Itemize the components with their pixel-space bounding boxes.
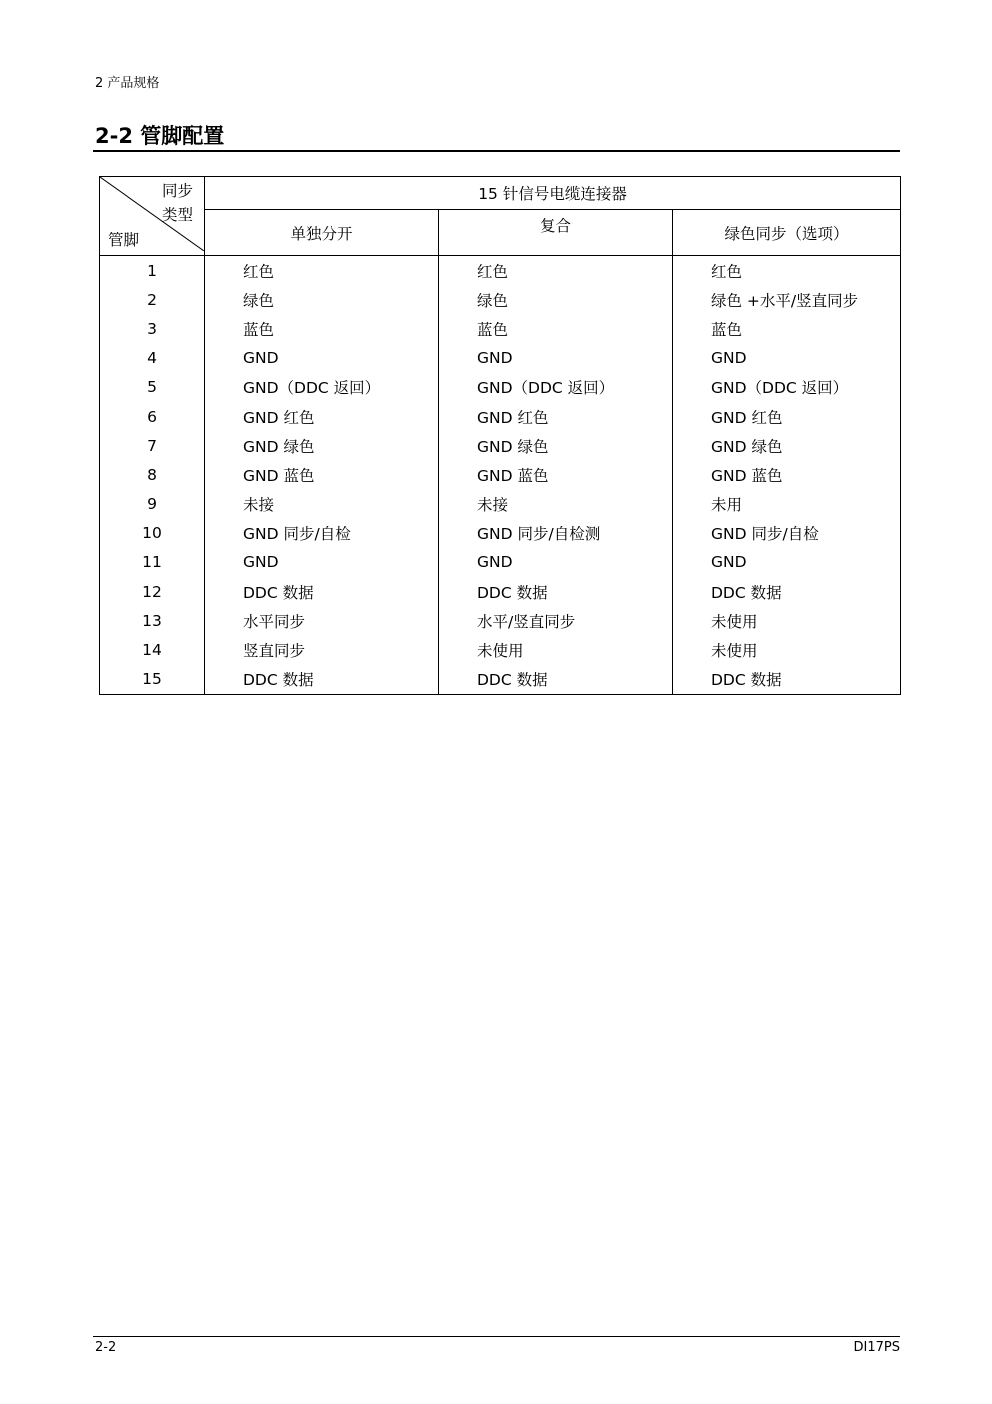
model-name: DI17PS bbox=[853, 1340, 900, 1355]
col-header-separate: 单独分开 bbox=[205, 210, 439, 256]
pin-number: 1 bbox=[100, 256, 205, 286]
cell-composite: GND bbox=[439, 548, 673, 577]
cell-sync-on-green: GND 同步/自检 bbox=[673, 519, 901, 548]
corner-sync-label: 同步 bbox=[162, 182, 194, 200]
table-row bbox=[100, 373, 901, 402]
cell-sync-on-green: 未使用 bbox=[673, 606, 901, 635]
cell-sync-on-green: GND 蓝色 bbox=[673, 460, 901, 489]
pin-table bbox=[99, 176, 901, 695]
corner-pin-label: 管脚 bbox=[108, 231, 140, 249]
pin-number: 4 bbox=[100, 344, 205, 373]
pin-number: 14 bbox=[100, 635, 205, 664]
cell-composite: 未接 bbox=[439, 490, 673, 519]
cell-composite: 未使用 bbox=[439, 635, 673, 664]
title-divider bbox=[93, 150, 900, 152]
cell-sync-on-green: 蓝色 bbox=[673, 314, 901, 343]
cell-separate: 绿色 bbox=[205, 285, 439, 314]
cell-sync-on-green: GND（DDC 返回） bbox=[673, 373, 901, 402]
table-row bbox=[100, 490, 901, 519]
cell-composite: GND 同步/自检测 bbox=[439, 519, 673, 548]
cell-composite: 绿色 bbox=[439, 285, 673, 314]
cell-separate: GND 绿色 bbox=[205, 431, 439, 460]
cell-sync-on-green: GND 绿色 bbox=[673, 431, 901, 460]
cell-separate: 蓝色 bbox=[205, 314, 439, 343]
pin-number: 15 bbox=[100, 665, 205, 695]
cell-separate: GND（DDC 返回） bbox=[205, 373, 439, 402]
pin-number: 8 bbox=[100, 460, 205, 489]
col-header-sync-on-green: 绿色同步（选项） bbox=[673, 210, 901, 256]
cell-separate: 水平同步 bbox=[205, 606, 439, 635]
cell-composite: DDC 数据 bbox=[439, 665, 673, 695]
table-row bbox=[100, 577, 901, 606]
cell-composite: DDC 数据 bbox=[439, 577, 673, 606]
cell-separate: GND 蓝色 bbox=[205, 460, 439, 489]
cell-sync-on-green: DDC 数据 bbox=[673, 665, 901, 695]
table-row bbox=[100, 256, 901, 286]
pin-number: 7 bbox=[100, 431, 205, 460]
table-row bbox=[100, 548, 901, 577]
cell-composite: GND 绿色 bbox=[439, 431, 673, 460]
pin-number: 13 bbox=[100, 606, 205, 635]
connector-title: 15 针信号电缆连接器 bbox=[205, 177, 901, 210]
cell-separate: 竖直同步 bbox=[205, 635, 439, 664]
cell-composite: GND bbox=[439, 344, 673, 373]
table-row bbox=[100, 344, 901, 373]
table-row bbox=[100, 285, 901, 314]
table-row bbox=[100, 519, 901, 548]
cell-composite: GND 红色 bbox=[439, 402, 673, 431]
page-number: 2-2 bbox=[95, 1340, 117, 1355]
cell-composite: 水平/竖直同步 bbox=[439, 606, 673, 635]
cell-separate: 未接 bbox=[205, 490, 439, 519]
cell-sync-on-green: 红色 bbox=[673, 256, 901, 286]
cell-sync-on-green: GND bbox=[673, 548, 901, 577]
cell-composite: 红色 bbox=[439, 256, 673, 286]
table-row bbox=[100, 402, 901, 431]
table-row bbox=[100, 665, 901, 695]
corner-header bbox=[100, 177, 205, 256]
cell-sync-on-green: 绿色 +水平/竖直同步 bbox=[673, 285, 901, 314]
pin-number: 9 bbox=[100, 490, 205, 519]
cell-sync-on-green: DDC 数据 bbox=[673, 577, 901, 606]
pin-number: 6 bbox=[100, 402, 205, 431]
cell-composite: 蓝色 bbox=[439, 314, 673, 343]
cell-separate: 红色 bbox=[205, 256, 439, 286]
pin-number: 11 bbox=[100, 548, 205, 577]
cell-separate: GND 同步/自检 bbox=[205, 519, 439, 548]
cell-sync-on-green: GND bbox=[673, 344, 901, 373]
table-row bbox=[100, 431, 901, 460]
table-row bbox=[100, 460, 901, 489]
cell-separate: DDC 数据 bbox=[205, 577, 439, 606]
cell-sync-on-green: 未使用 bbox=[673, 635, 901, 664]
table-row bbox=[100, 606, 901, 635]
cell-separate: GND bbox=[205, 344, 439, 373]
corner-type-label: 类型 bbox=[162, 206, 194, 224]
cell-separate: DDC 数据 bbox=[205, 665, 439, 695]
pin-number: 10 bbox=[100, 519, 205, 548]
pin-number: 12 bbox=[100, 577, 205, 606]
cell-sync-on-green: GND 红色 bbox=[673, 402, 901, 431]
pin-number: 5 bbox=[100, 373, 205, 402]
footer-divider bbox=[93, 1336, 900, 1337]
cell-composite: GND（DDC 返回） bbox=[439, 373, 673, 402]
cell-composite: GND 蓝色 bbox=[439, 460, 673, 489]
col-header-composite: 复合 bbox=[439, 210, 673, 256]
chapter-header: 2 产品规格 bbox=[95, 76, 160, 91]
table-row bbox=[100, 314, 901, 343]
section-title: 2-2 管脚配置 bbox=[95, 124, 225, 148]
cell-sync-on-green: 未用 bbox=[673, 490, 901, 519]
pin-number: 3 bbox=[100, 314, 205, 343]
table-row bbox=[100, 635, 901, 664]
pin-number: 2 bbox=[100, 285, 205, 314]
cell-separate: GND 红色 bbox=[205, 402, 439, 431]
pin-rows bbox=[100, 256, 901, 695]
cell-separate: GND bbox=[205, 548, 439, 577]
